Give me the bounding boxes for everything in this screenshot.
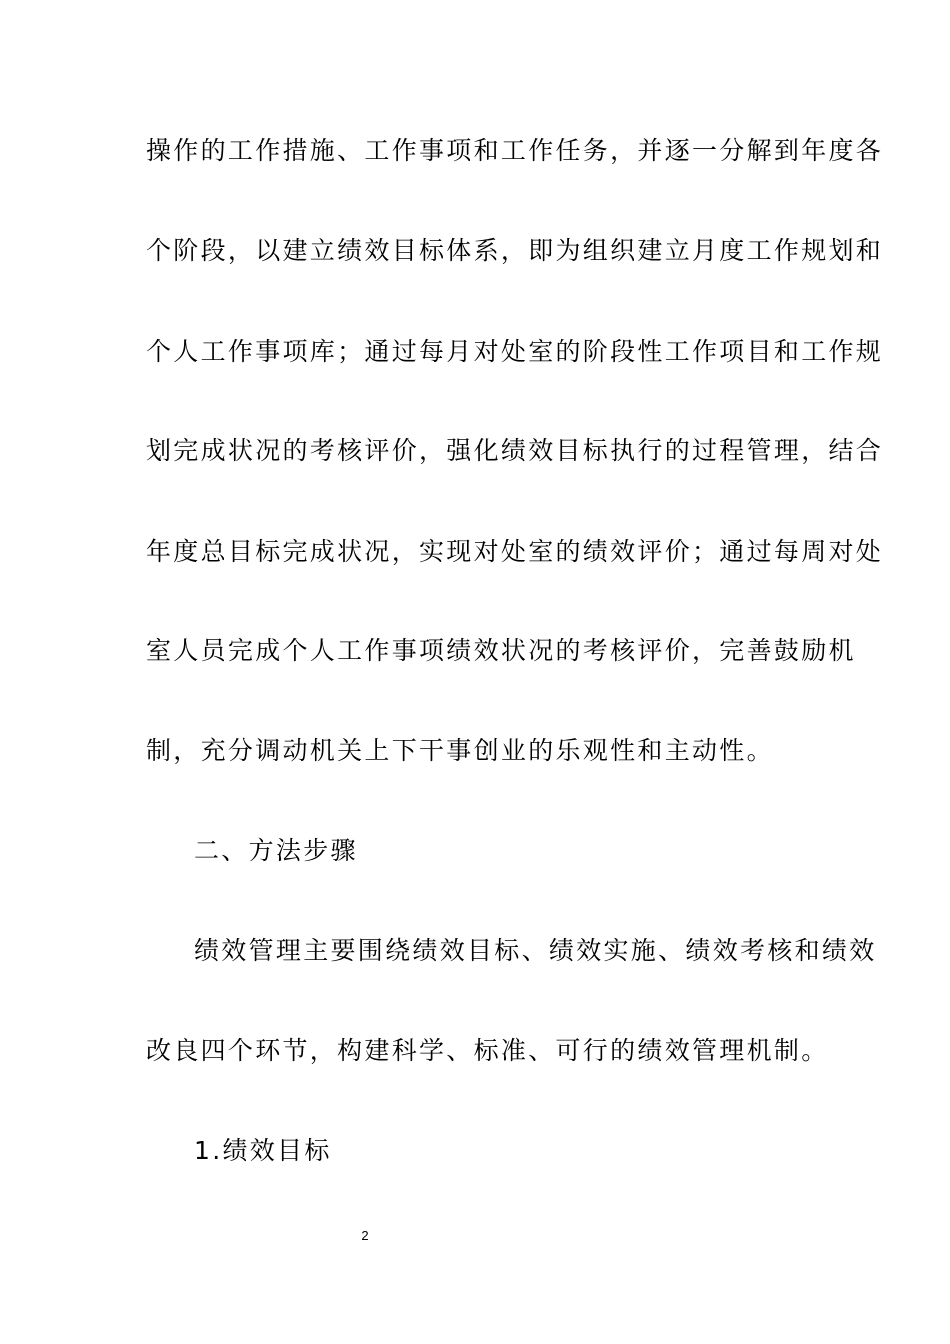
- section-heading: 二、方法步骤: [194, 836, 358, 865]
- body-text-line: 个人工作事项库；通过每月对处室的阶段性工作项目和工作规: [146, 337, 884, 366]
- body-text-line: 室人员完成个人工作事项绩效状况的考核评价，完善鼓励机: [146, 636, 856, 665]
- body-text-line: 制，充分调动机关上下干事创业的乐观性和主动性。: [146, 736, 774, 765]
- subheading: 1.绩效目标: [194, 1136, 332, 1165]
- body-text-line: 操作的工作措施、工作事项和工作任务，并逐一分解到年度各: [146, 136, 884, 165]
- page-number: 2: [361, 1228, 369, 1243]
- body-text-line: 划完成状况的考核评价，强化绩效目标执行的过程管理，结合: [146, 436, 884, 465]
- body-text-line: 年度总目标完成状况，实现对处室的绩效评价；通过每周对处: [146, 537, 884, 566]
- body-text-line: 改良四个环节，构建科学、标准、可行的绩效管理机制。: [146, 1036, 829, 1065]
- body-text-line: 绩效管理主要围绕绩效目标、绩效实施、绩效考核和绩效: [194, 936, 877, 965]
- body-text-line: 个阶段，以建立绩效目标体系，即为组织建立月度工作规划和: [146, 236, 884, 265]
